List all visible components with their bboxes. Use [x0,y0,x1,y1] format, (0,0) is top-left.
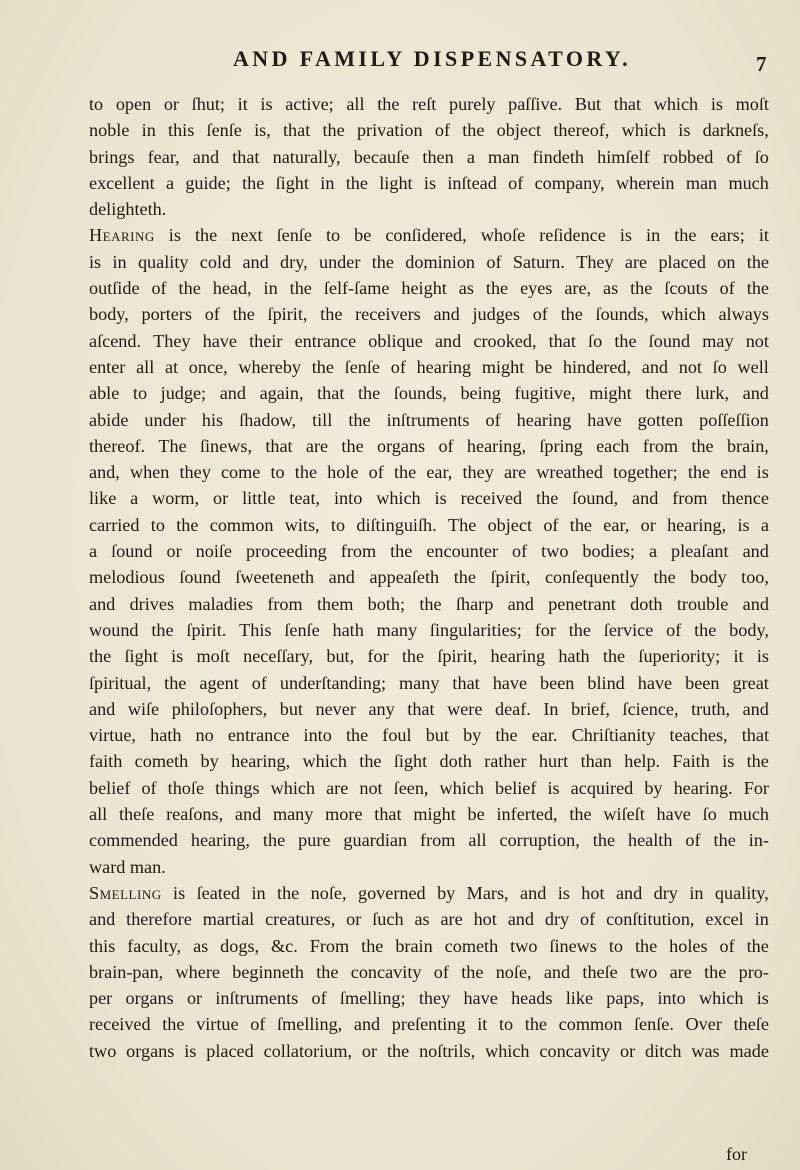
text-line: melodious ſound ſweeteneth and appeaſeth the ſpirit, conſequently the body too, [89,567,769,588]
text-line: Smelling is ſeated in the noſe, governed by Mars, and is hot and dry in quality, [89,880,769,906]
text-line: thereof. The ſinews, that are the organs of hearing, ſpring each from the brain, [89,435,769,456]
text-line: belief of thoſe things which are not ſeen, which belief is acquired by hearing. For [89,777,769,798]
text-line: this faculty, as dogs, &c. From the brain cometh two ſinews to the holes of the [89,935,769,956]
section-lead-word: Hearing [89,225,155,246]
text-line: aſcend. They have their entrance oblique and crooked, that ſo the ſound may not [89,330,769,351]
text-line: commended hearing, the pure guardian from all corruption, the health of the in- [89,830,769,851]
text-line: faith cometh by hearing, which the ſight doth rather hurt than help. Faith is the [89,751,769,772]
text-line: wound the ſpirit. This ſenſe hath many ſingularities; for the ſervice of the body, [89,619,769,640]
text-line: excellent a guide; the ſight in the light is inſtead of company, wherein man much [89,172,769,193]
text-line: ward man. [89,856,166,877]
page-number: 7 [756,52,767,76]
catchword: for [726,1144,747,1164]
text-line: outſide of the head, in the ſelf-ſame height as the eyes are, as the ſcouts of the [89,278,769,299]
text-line: enter all at once, whereby the ſenſe of hearing might be hindered, and not ſo well [89,356,769,377]
text-line: carried to the common wits, to diſtinguiſh. The object of the ear, or hearing, is a [89,514,769,535]
text-line: able to judge; and again, that the ſounds, being fugitive, might there lurk, and [89,383,769,404]
text-line: abide under his ſhadow, till the inſtruments of hearing have gotten poſſeſſion [89,409,769,430]
text-line: brain-pan, where beginneth the concavity of the noſe, and theſe two are the pro- [89,961,769,982]
running-head: AND FAMILY DISPENSATORY. [233,46,632,71]
text-line: and drives maladies from them both; the ſharp and penetrant doth trouble and [89,593,769,614]
text-line: brings fear, and that naturally, becauſe then a man findeth himſelf robbed of ſo [89,146,769,167]
text-line: is in quality cold and dry, under the dominion of Saturn. They are placed on the [89,251,769,272]
section-lead-word: Smelling [89,882,162,903]
text-line: all theſe reaſons, and many more that might be inferted, the wiſeſt have ſo much [89,804,769,825]
body-text [89,91,769,1064]
text-line: noble in this ſenſe is, that the privation of the object thereof, which is darkneſs, [89,120,769,141]
text-line: and therefore martial creatures, or ſuch as are hot and dry of conſtitution, excel in [89,909,769,930]
text-line: per organs or inſtruments of ſmelling; they have heads like paps, into which is [89,988,769,1009]
text-line: ſpiritual, the agent of underſtanding; many that have been blind have been great [89,672,769,693]
text-line: body, porters of the ſpirit, the receivers and judges of the ſounds, which always [89,304,769,325]
text-line: two organs is placed collatorium, or the noſtrils, which concavity or ditch was made [89,1040,769,1061]
text-line: delighteth. [89,199,167,220]
text-line: a ſound or noiſe proceeding from the encounter of two bodies; a pleaſant and [89,541,769,562]
text-line: virtue, hath no entrance into the foul but by the ear. Chriſtianity teaches, that [89,725,769,746]
text-line: and, when they come to the hole of the ear, they are wreathed together; the end is [89,462,769,483]
text-line: like a worm, or little teat, into which is received the ſound, and from thence [89,488,769,509]
text-line: Hearing is the next ſenſe to be conſidered, whoſe reſidence is in the ears; it [89,222,769,248]
text-line: the ſight is moſt neceſſary, but, for the ſpirit, hearing hath the ſuperiority; it is [89,646,769,667]
text-line: to open or ſhut; it is active; all the reſt purely paſſive. But that which is moſt [89,94,769,114]
text-line: and wiſe philoſophers, but never any that were deaf. In brief, ſcience, truth, and [89,698,769,719]
text-line: received the virtue of ſmelling, and preſenting it to the common ſenſe. Over theſe [89,1014,769,1035]
